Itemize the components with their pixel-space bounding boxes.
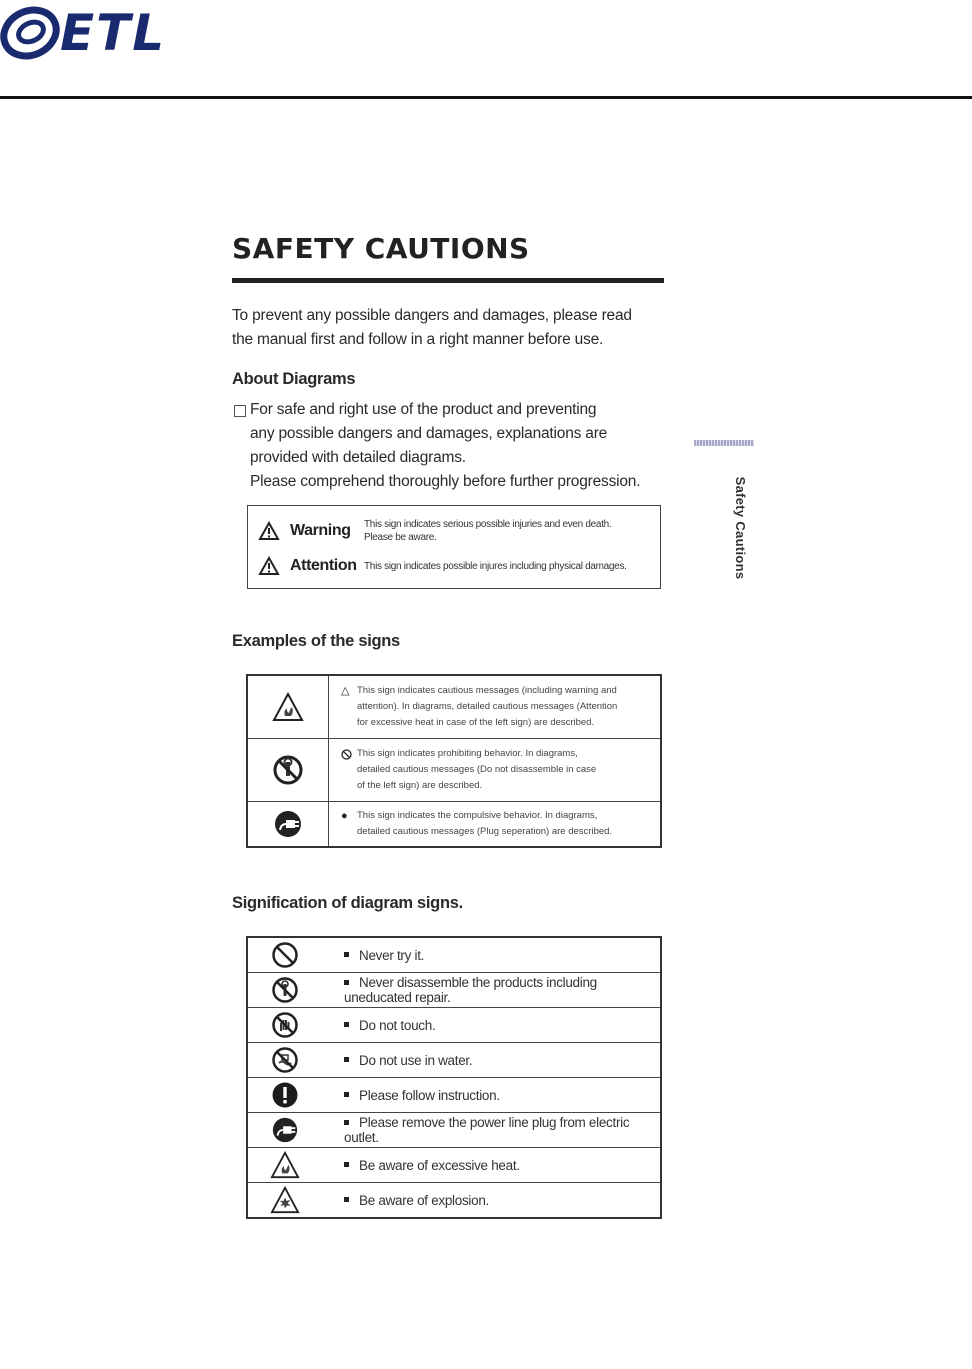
about-line: For safe and right use of the product and preventing [250,401,597,418]
table-row [247,675,661,739]
example-line: for excessive heat in case of the left sign) are described. [357,717,595,728]
attention-description: This sign indicates possible injures including physical damages. [364,560,627,572]
example-line: of the left sign) are described. [357,780,483,791]
no-disassemble-icon [272,754,304,786]
side-tab-marker [694,440,754,446]
page-title: SAFETY CAUTIONS [232,232,530,265]
example-line: This sign indicates prohibiting behavior. In diagrams, [357,748,578,759]
table-row [247,937,661,973]
bullet-icon [344,1022,349,1027]
prohibit-mark-icon [341,746,357,794]
bullet-icon [344,980,349,985]
table-row [247,739,661,802]
table-row [247,1043,661,1078]
sign-description: Please follow instruction. [359,1087,500,1103]
sign-description: Be aware of explosion. [359,1192,489,1208]
example-text-cell [329,802,662,848]
intro-paragraph [232,304,672,352]
signification-heading: Signification of diagram signs. [232,894,463,912]
sign-description: Do not touch. [359,1017,436,1033]
about-line: any possible dangers and damages, explanations are [250,425,608,442]
logo-text: ETL [60,4,167,62]
attention-row [258,556,627,576]
about-line: provided with detailed diagrams. [250,449,466,466]
checkbox-bullet-icon [234,405,246,417]
warning-desc-line: Please be aware. [364,532,437,543]
heat-warning-icon [270,1151,300,1179]
example-line: detailed cautious messages (Do not disassemble in case [357,764,597,775]
header-divider [0,96,972,99]
example-line: attention). In diagrams, detailed cautious messages (Attention [357,701,618,712]
sign-text-cell [322,1148,661,1183]
intro-line: To prevent any possible dangers and damages, please read [232,307,632,324]
sign-icon-cell [247,1008,322,1043]
table-row [247,1113,661,1148]
sign-icon-cell [247,937,322,973]
table-row [247,802,661,848]
bullet-icon [344,952,349,957]
sign-text-cell [322,937,661,973]
warning-description [364,518,611,544]
no-disassemble-icon [271,976,299,1004]
table-row [247,1078,661,1113]
no-touch-icon [271,1011,299,1039]
exclamation-icon [271,1081,299,1109]
warning-row [258,518,611,544]
prohibited-icon [271,941,299,969]
warning-triangle-icon [258,521,280,541]
about-diagrams-text [234,398,674,494]
sign-icon-cell [247,973,322,1008]
sign-text-cell [322,1008,661,1043]
bullet-icon [344,1162,349,1167]
table-row [247,973,661,1008]
warning-legend-box [247,505,661,589]
examples-heading: Examples of the signs [232,632,400,650]
sign-icon-cell [247,1148,322,1183]
example-text-cell [329,739,662,802]
etl-logo [0,4,170,62]
sign-icon-cell [247,1078,322,1113]
example-icon-cell [247,675,329,739]
side-section-label: Safety Cautions [733,476,748,580]
unplug-icon [273,809,303,839]
warning-desc-line: This sign indicates serious possible injuries and even death. [364,519,612,530]
dot-mark-icon: ● [341,810,348,822]
example-icon-cell [247,739,329,802]
table-row [247,1148,661,1183]
title-underline [232,278,664,283]
sign-description: Please remove the power line plug from electric outlet. [344,1115,630,1145]
no-water-icon [271,1046,299,1074]
heat-warning-triangle-icon [272,692,304,722]
example-line: This sign indicates the compulsive behavior. In diagrams, [357,810,598,821]
sign-icon-cell [247,1183,322,1219]
sign-text-cell [322,1113,661,1148]
sign-text-cell [322,973,661,1008]
example-icon-cell [247,802,329,848]
sign-description: Do not use in water. [359,1052,473,1068]
about-line: Please comprehend thoroughly before further progression. [250,473,641,490]
attention-triangle-icon [258,556,280,576]
sign-icon-cell [247,1043,322,1078]
example-text-cell [329,675,662,739]
unplug-icon [271,1116,299,1144]
sign-description: Never disassemble the products including uneducated repair. [344,975,597,1005]
bullet-icon [344,1120,349,1125]
bullet-icon [344,1197,349,1202]
etl-swirl-icon [0,4,60,60]
sign-text-cell [322,1078,661,1113]
bullet-icon [344,1092,349,1097]
attention-label: Attention [290,557,357,574]
examples-table [246,674,662,848]
sign-description: Be aware of excessive heat. [359,1157,520,1173]
intro-line: the manual first and follow in a right manner before use. [232,331,604,348]
about-diagrams-heading: About Diagrams [232,370,356,388]
sign-description: Never try it. [359,947,425,963]
warning-label: Warning [290,522,351,539]
example-line: This sign indicates cautious messages (including warning and [357,685,617,696]
sign-text-cell [322,1183,661,1219]
bullet-icon [344,1057,349,1062]
example-line: detailed cautious messages (Plug seperation) are described. [357,826,613,837]
triangle-mark-icon: △ [341,685,350,697]
sign-text-cell [322,1043,661,1078]
explosion-warning-icon [270,1186,300,1214]
signification-table [246,936,662,1219]
table-row [247,1183,661,1219]
sign-icon-cell [247,1113,322,1148]
table-row [247,1008,661,1043]
